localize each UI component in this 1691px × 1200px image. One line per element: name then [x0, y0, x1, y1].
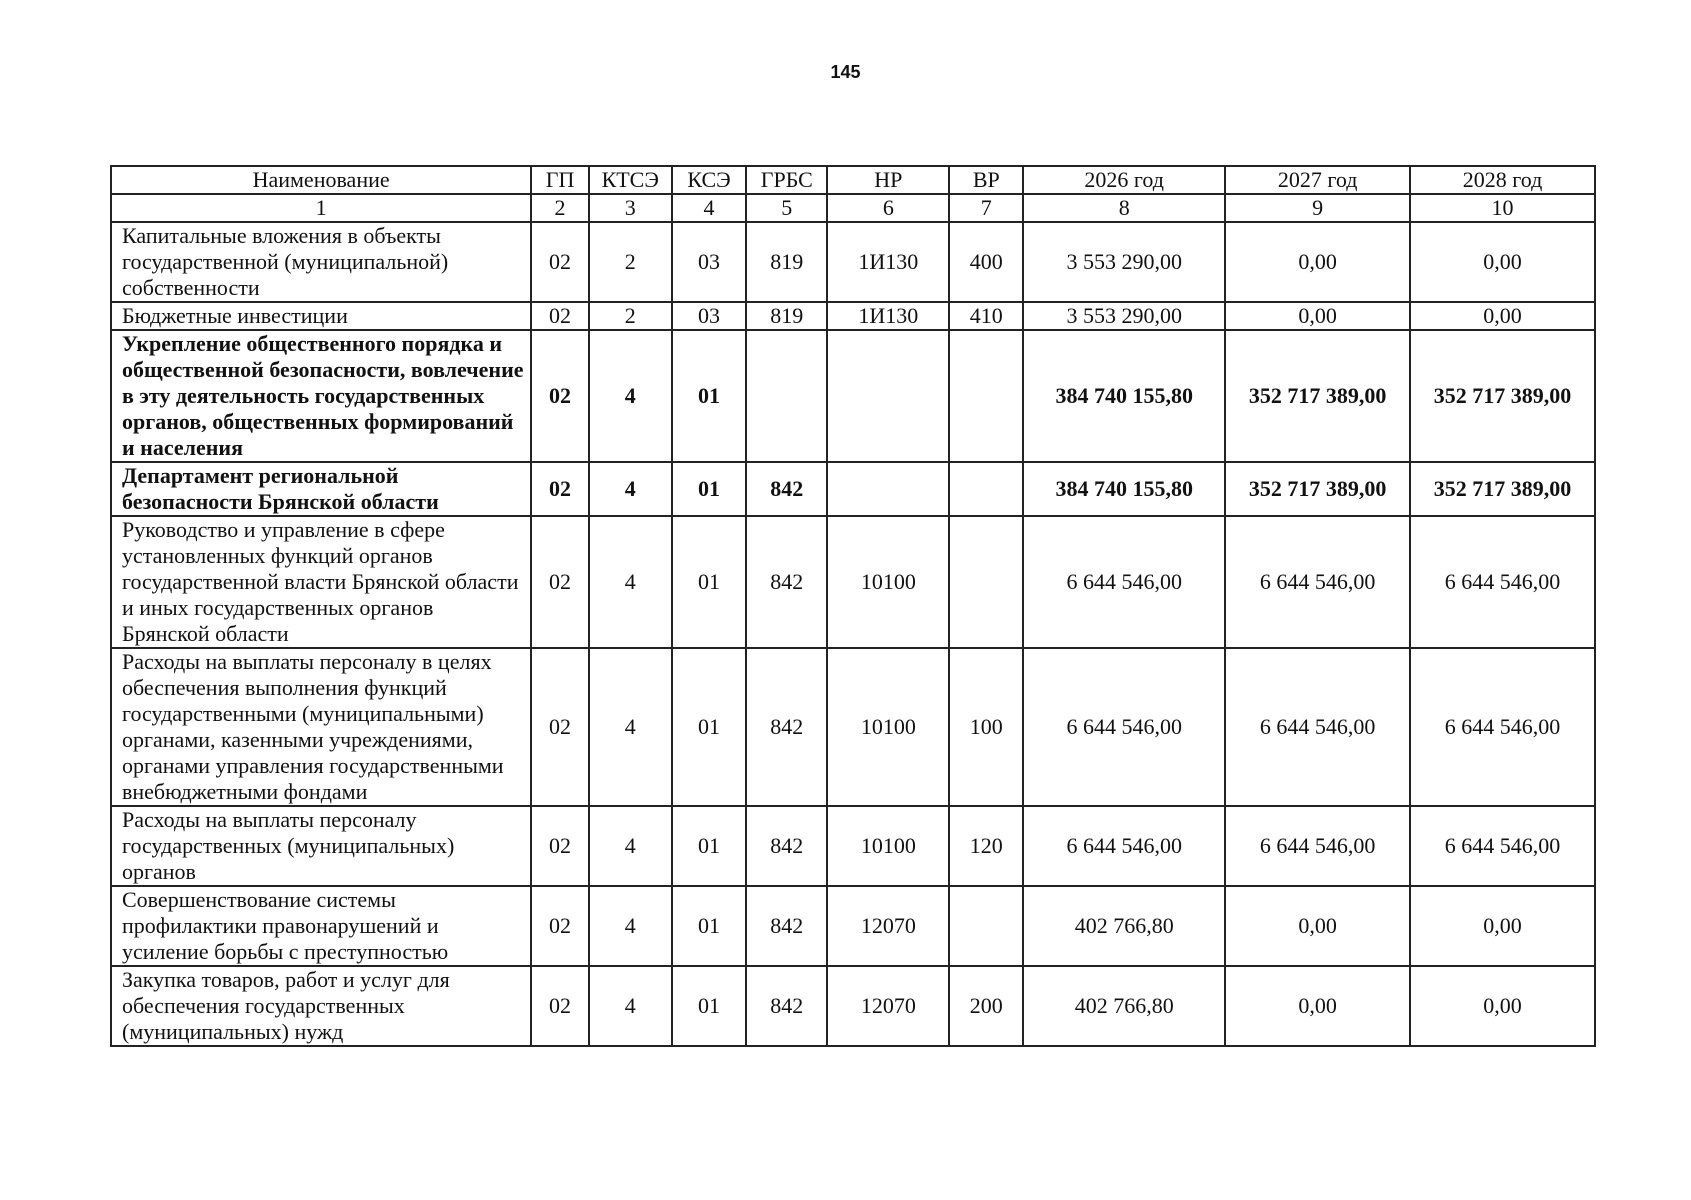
column-number: 8: [1023, 194, 1225, 222]
cell-2027: 0,00: [1225, 302, 1410, 330]
cell-name: Укрепление общественного порядка и общественной безопасности, вовлечение в эту деятельность государственных органов, общественных формирований и населения: [111, 330, 531, 462]
cell-nr: 10100: [827, 648, 949, 806]
cell-2027: 0,00: [1225, 886, 1410, 966]
column-number: 5: [746, 194, 827, 222]
cell-kse: 03: [672, 222, 747, 302]
table-row: [111, 462, 1595, 516]
column-number: 2: [531, 194, 589, 222]
cell-2026: 402 766,80: [1023, 966, 1225, 1046]
header-2027: 2027 год: [1225, 166, 1410, 194]
cell-kse: 03: [672, 302, 747, 330]
cell-2026: 3 553 290,00: [1023, 222, 1225, 302]
cell-gp: 02: [531, 462, 589, 516]
cell-nr: 12070: [827, 886, 949, 966]
cell-grbs: 842: [746, 886, 827, 966]
cell-2027: 6 644 546,00: [1225, 516, 1410, 648]
cell-kse: 01: [672, 886, 747, 966]
cell-2028: 0,00: [1410, 302, 1595, 330]
cell-kse: 01: [672, 648, 747, 806]
table-row: [111, 886, 1595, 966]
cell-kse: 01: [672, 462, 747, 516]
cell-name: Расходы на выплаты персоналу в целях обеспечения выполнения функций государственными (муниципальными) органами, казенными учреждениями, органами управления государственными внебюджетными фондами: [111, 648, 531, 806]
cell-vr: [949, 462, 1023, 516]
table-row: [111, 516, 1595, 648]
cell-kse: 01: [672, 330, 747, 462]
cell-nr: 10100: [827, 516, 949, 648]
cell-2027: 0,00: [1225, 966, 1410, 1046]
cell-gp: 02: [531, 302, 589, 330]
cell-name: Департамент региональной безопасности Брянской области: [111, 462, 531, 516]
cell-gp: 02: [531, 330, 589, 462]
cell-2026: 6 644 546,00: [1023, 806, 1225, 886]
cell-name: Бюджетные инвестиции: [111, 302, 531, 330]
cell-2027: 352 717 389,00: [1225, 330, 1410, 462]
cell-ktse: 4: [589, 648, 672, 806]
cell-vr: [949, 330, 1023, 462]
cell-vr: 100: [949, 648, 1023, 806]
table-row: [111, 806, 1595, 886]
header-grbs: ГРБС: [746, 166, 827, 194]
cell-grbs: 842: [746, 516, 827, 648]
cell-2026: 6 644 546,00: [1023, 516, 1225, 648]
column-number: 10: [1410, 194, 1595, 222]
cell-2026: 402 766,80: [1023, 886, 1225, 966]
cell-ktse: 2: [589, 222, 672, 302]
column-number: 7: [949, 194, 1023, 222]
cell-nr: 12070: [827, 966, 949, 1046]
cell-ktse: 4: [589, 516, 672, 648]
cell-vr: 200: [949, 966, 1023, 1046]
cell-2028: 6 644 546,00: [1410, 806, 1595, 886]
column-number: 9: [1225, 194, 1410, 222]
cell-ktse: 4: [589, 462, 672, 516]
cell-nr: 1И130: [827, 302, 949, 330]
cell-2027: 6 644 546,00: [1225, 806, 1410, 886]
cell-grbs: 819: [746, 222, 827, 302]
header-name: Наименование: [111, 166, 531, 194]
cell-2028: 0,00: [1410, 222, 1595, 302]
table-row: [111, 648, 1595, 806]
table-row: [111, 302, 1595, 330]
cell-vr: 410: [949, 302, 1023, 330]
column-number: 6: [827, 194, 949, 222]
header-nr: НР: [827, 166, 949, 194]
cell-2028: 352 717 389,00: [1410, 330, 1595, 462]
cell-2026: 3 553 290,00: [1023, 302, 1225, 330]
cell-gp: 02: [531, 648, 589, 806]
header-row: [111, 166, 1595, 194]
cell-2028: 6 644 546,00: [1410, 516, 1595, 648]
cell-name: Расходы на выплаты персоналу государственных (муниципальных) органов: [111, 806, 531, 886]
cell-grbs: 842: [746, 966, 827, 1046]
column-number: 3: [589, 194, 672, 222]
budget-table: [110, 165, 1596, 1047]
cell-gp: 02: [531, 966, 589, 1046]
cell-name: Совершенствование системы профилактики правонарушений и усиление борьбы с преступностью: [111, 886, 531, 966]
cell-kse: 01: [672, 806, 747, 886]
cell-ktse: 4: [589, 330, 672, 462]
header-gp: ГП: [531, 166, 589, 194]
cell-name: Закупка товаров, работ и услуг для обеспечения государственных (муниципальных) нужд: [111, 966, 531, 1046]
cell-ktse: 4: [589, 806, 672, 886]
cell-gp: 02: [531, 886, 589, 966]
cell-2028: 352 717 389,00: [1410, 462, 1595, 516]
cell-gp: 02: [531, 516, 589, 648]
cell-2028: 6 644 546,00: [1410, 648, 1595, 806]
cell-name: Капитальные вложения в объекты государственной (муниципальной) собственности: [111, 222, 531, 302]
cell-2027: 6 644 546,00: [1225, 648, 1410, 806]
cell-gp: 02: [531, 806, 589, 886]
cell-2028: 0,00: [1410, 886, 1595, 966]
table-row: [111, 330, 1595, 462]
cell-grbs: [746, 330, 827, 462]
cell-nr: [827, 330, 949, 462]
cell-gp: 02: [531, 222, 589, 302]
cell-2026: 384 740 155,80: [1023, 462, 1225, 516]
cell-nr: [827, 462, 949, 516]
header-vr: ВР: [949, 166, 1023, 194]
header-2026: 2026 год: [1023, 166, 1225, 194]
column-number: 1: [111, 194, 531, 222]
table-row: [111, 966, 1595, 1046]
cell-2026: 6 644 546,00: [1023, 648, 1225, 806]
cell-2027: 0,00: [1225, 222, 1410, 302]
cell-vr: 400: [949, 222, 1023, 302]
header-kse: КСЭ: [672, 166, 747, 194]
header-ktse: КТСЭ: [589, 166, 672, 194]
column-number: 4: [672, 194, 747, 222]
cell-2027: 352 717 389,00: [1225, 462, 1410, 516]
cell-grbs: 842: [746, 806, 827, 886]
cell-nr: 1И130: [827, 222, 949, 302]
cell-vr: [949, 886, 1023, 966]
column-number-row: [111, 194, 1595, 222]
cell-ktse: 2: [589, 302, 672, 330]
cell-grbs: 842: [746, 462, 827, 516]
cell-nr: 10100: [827, 806, 949, 886]
cell-vr: [949, 516, 1023, 648]
cell-ktse: 4: [589, 966, 672, 1046]
cell-vr: 120: [949, 806, 1023, 886]
cell-2026: 384 740 155,80: [1023, 330, 1225, 462]
cell-ktse: 4: [589, 886, 672, 966]
table-row: [111, 222, 1595, 302]
page-number: 145: [830, 62, 861, 82]
cell-name: Руководство и управление в сфере установленных функций органов государственной власти Брянской области и иных государственных органов Брянской области: [111, 516, 531, 648]
header-2028: 2028 год: [1410, 166, 1595, 194]
cell-grbs: 842: [746, 648, 827, 806]
cell-2028: 0,00: [1410, 966, 1595, 1046]
cell-kse: 01: [672, 516, 747, 648]
cell-kse: 01: [672, 966, 747, 1046]
cell-grbs: 819: [746, 302, 827, 330]
